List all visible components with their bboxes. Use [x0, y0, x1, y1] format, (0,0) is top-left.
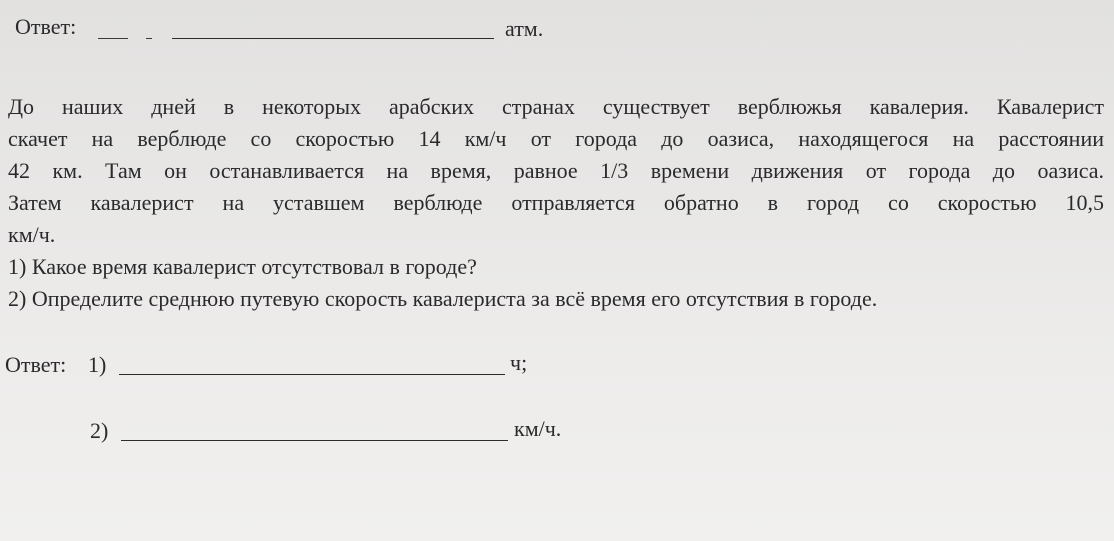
answer-1-number: 1)	[88, 352, 107, 377]
answers-label: Ответ:	[5, 352, 67, 377]
answer-2-blank[interactable]	[121, 440, 508, 441]
problem-line-3: 42 км. Там он останавливается на время, равное 1/3 времени движения от города до оазиса.	[8, 158, 1104, 183]
answer-1-unit: ч;	[510, 350, 528, 375]
top-answer-unit: атм.	[505, 16, 544, 41]
answer-2-number: 2)	[90, 418, 109, 443]
top-answer-scribble-dot	[146, 38, 152, 39]
problem-line-1: До наших дней в некоторых арабских странах существует верблюжья кавалерия. Кавалерист	[8, 94, 1104, 119]
problem-line-2: скачет на верблюде со скоростью 14 км/ч от города до оазиса, находящегося на расстоянии	[8, 126, 1104, 151]
top-answer-blank[interactable]	[172, 38, 494, 39]
problem-line-5: км/ч.	[8, 222, 56, 247]
answer-1-blank[interactable]	[119, 374, 505, 375]
question-1: 1) Какое время кавалерист отсутствовал в городе?	[8, 254, 477, 279]
top-answer-scribble	[98, 38, 128, 39]
top-answer-label: Ответ:	[15, 14, 77, 39]
problem-line-4: Затем кавалерист на уставшем верблюде отправляется обратно в город со скоростью 10,5	[8, 190, 1104, 215]
question-2: 2) Определите среднюю путевую скорость кавалериста за всё время его отсутствия в городе.	[8, 286, 878, 311]
answer-2-unit: км/ч.	[514, 416, 562, 441]
